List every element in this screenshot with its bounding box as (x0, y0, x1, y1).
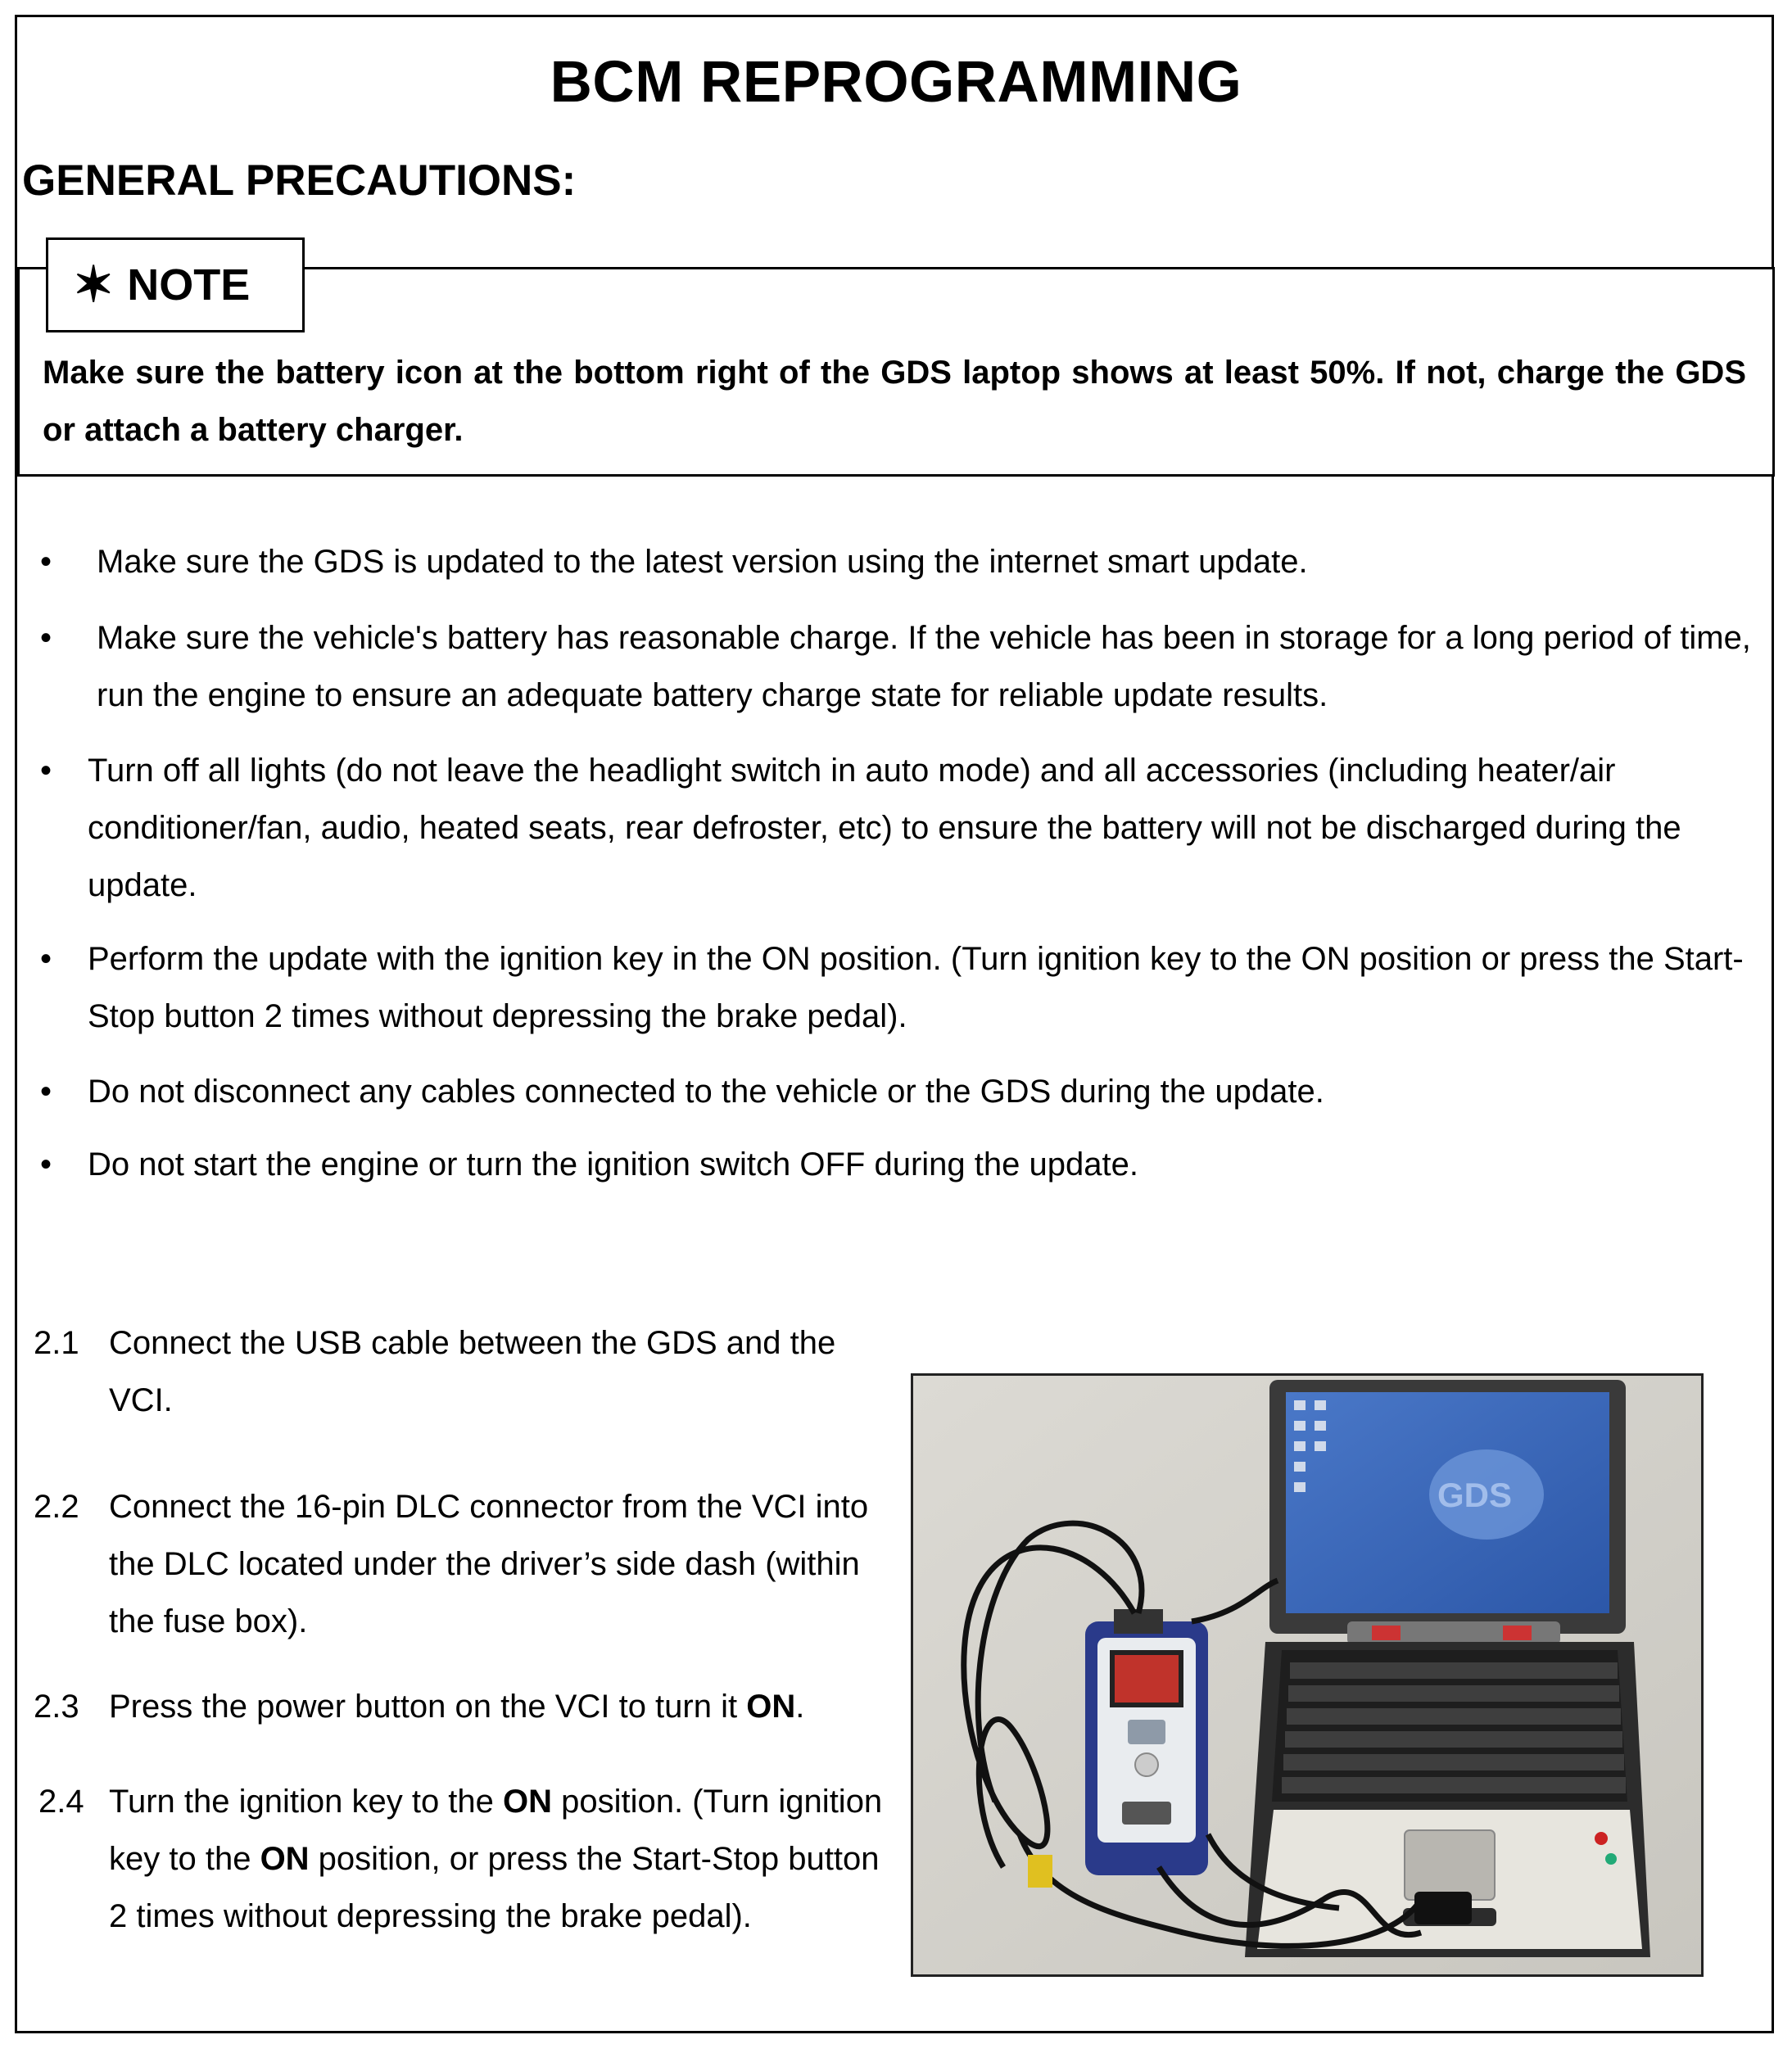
step-item (34, 1678, 895, 1735)
star-icon: ✶ (73, 257, 115, 312)
bullet-icon: • (40, 941, 52, 977)
list-item (40, 1063, 1767, 1120)
step-number: 2.4 (38, 1784, 84, 1820)
bullet-text: Do not disconnect any cables connected to the vehicle or the GDS during the update. (88, 1074, 1324, 1110)
yellow-clip (1028, 1855, 1052, 1888)
step-text-bold: ON (503, 1784, 553, 1820)
step-item (34, 1314, 871, 1429)
list-item (40, 609, 1767, 724)
bullet-text: Make sure the vehicle's battery has reasonable charge. If the vehicle has been in storage for a long period of time, run the engine to ensure an adequate battery charge state for reliable update results. (97, 620, 1751, 713)
laptop (1245, 1380, 1650, 1957)
bullet-text: Make sure the GDS is updated to the latest version using the internet smart update. (97, 544, 1308, 580)
bullet-icon: • (40, 1074, 52, 1110)
step-text-bold: ON (746, 1689, 796, 1725)
gds-screen-logo: GDS (1437, 1476, 1513, 1514)
bullet-text: Do not start the engine or turn the ignition switch OFF during the update. (88, 1146, 1138, 1183)
bullet-icon: • (40, 753, 52, 789)
bullet-icon: • (40, 1146, 52, 1183)
step-item (38, 1773, 895, 1945)
step-number: 2.2 (34, 1489, 79, 1525)
step-text-a: Turn the ignition key to the (109, 1784, 504, 1820)
dlc-connector (1414, 1892, 1472, 1924)
note-label: NOTE (127, 260, 251, 310)
bullet-icon: • (40, 620, 52, 656)
bullet-icon: • (40, 544, 52, 580)
step-number: 2.1 (34, 1325, 79, 1361)
note-tab (46, 237, 305, 332)
step-text: Connect the USB cable between the GDS and the VCI. (109, 1325, 836, 1418)
section-heading: GENERAL PRECAUTIONS: (22, 156, 577, 205)
step-text: Connect the 16-pin DLC connector from the VCI into the DLC located under the driver’s side dash (within the fuse box). (109, 1489, 869, 1639)
gds-vci-photo (911, 1373, 1704, 1977)
step-text-c: position. (Turn ignition key to the (109, 1784, 883, 1877)
step-item (34, 1478, 895, 1650)
vci-device (1085, 1609, 1208, 1875)
step-number: 2.3 (34, 1689, 79, 1725)
step-text-e: position, or press the Start-Stop button 2 times without depressing the brake pedal). (109, 1841, 880, 1934)
bullet-text: Turn off all lights (do not leave the headlight switch in auto mode) and all accessories (including heater/air conditioner/fan, audio, heated seats, rear defroster, etc) to ensure the battery will not be discharged during the update. (88, 753, 1681, 903)
step-text-pre: Press the power button on the VCI to turn it (109, 1689, 747, 1725)
bullet-text: Perform the update with the ignition key in the ON position. (Turn ignition key to the ON position or press the Start-Stop button 2 times without depressing the brake pedal). (88, 941, 1744, 1034)
page-title: BCM REPROGRAMMING (550, 50, 1242, 115)
list-item (40, 742, 1767, 914)
note-text: Make sure the battery icon at the bottom right of the GDS laptop shows at least 50%. If not, charge the GDS or attach a battery charger. (43, 355, 1746, 448)
list-item (40, 1136, 1767, 1193)
gds-vci-illustration (913, 1376, 1701, 1974)
step-text-bold: ON (260, 1841, 310, 1877)
step-text-post: . (795, 1689, 805, 1725)
list-item (40, 930, 1767, 1045)
list-item (40, 533, 1767, 590)
